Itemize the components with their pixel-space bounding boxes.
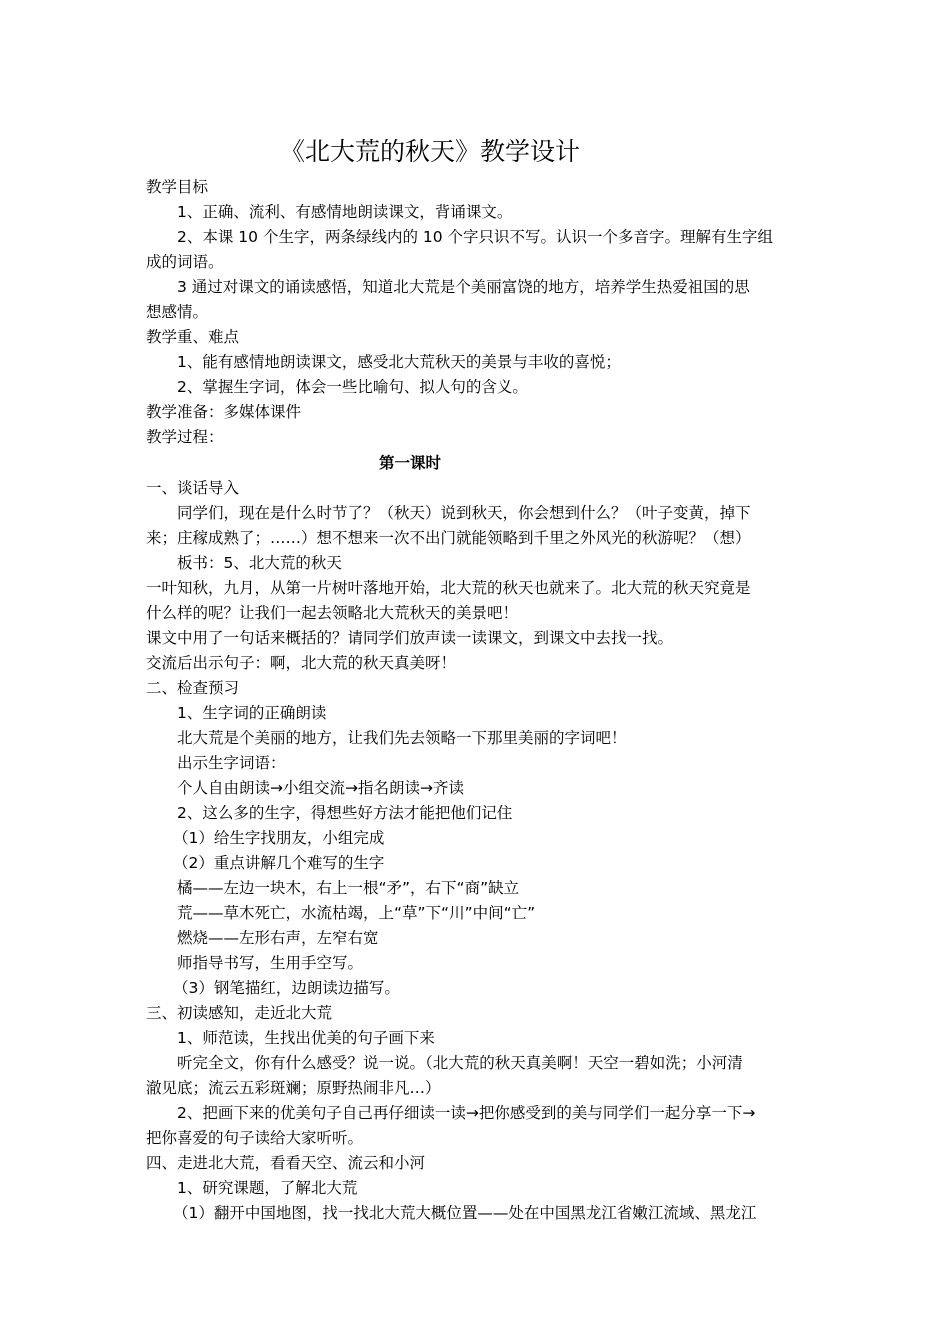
section-heading: 二、检查预习	[146, 679, 240, 697]
section-heading: 三、初读感知，走近北大荒	[146, 1004, 333, 1022]
paragraph-line: 2、本课 10 个生字，两条绿线内的 10 个字只识不写。认识一个多音字。理解有生字组	[177, 228, 774, 246]
paragraph-line: 师指导书写，生用手空写。	[177, 954, 364, 972]
paragraph-line: 出示生字词语：	[177, 754, 286, 772]
paragraph-line: 荒——草木死亡，水流枯竭，上“草”下“川”中间“亡”	[177, 904, 536, 922]
section-heading: 教学过程：	[146, 428, 224, 446]
paragraph-line: 交流后出示句子：啊，北大荒的秋天真美呀！	[146, 654, 457, 672]
section-heading: 四、走进北大荒，看看天空、流云和小河	[146, 1154, 426, 1172]
paragraph-line: 听完全文，你有什么感受？说一说。（北大荒的秋天真美啊！天空一碧如洗；小河清	[177, 1054, 743, 1072]
section-heading: 教学重、难点	[146, 328, 240, 346]
paragraph-line: 什么样的呢？让我们一起去领略北大荒秋天的美景吧！	[146, 604, 519, 622]
paragraph-line: 2、掌握生字词，体会一些比喻句、拟人句的含义。	[177, 378, 528, 396]
paragraph-line: 1、正确、流利、有感情地朗读课文，背诵课文。	[177, 203, 513, 221]
paragraph-line: 一叶知秋，九月，从第一片树叶落地开始，北大荒的秋天也就来了。北大荒的秋天究竟是	[146, 579, 751, 597]
paragraph-line: 想感情。	[146, 303, 209, 321]
paragraph-line: 2、把画下来的优美句子自己再仔细读一读→把你感受到的美与同学们一起分享一下→	[177, 1104, 756, 1122]
paragraph-line: （3）钢笔描红，边朗读边描写。	[173, 979, 400, 997]
paragraph-line: 燃烧——左形右声，左窄右宽	[177, 929, 379, 947]
paragraph-line: 同学们，现在是什么时节了？（秋天）说到秋天，你会想到什么？（叶子变黄，掉下	[177, 504, 751, 522]
paragraph-line: （2）重点讲解几个难写的生字	[173, 854, 385, 872]
lesson-heading: 第一课时	[378, 454, 441, 472]
paragraph-line: 2、这么多的生字，得想些好方法才能把他们记住	[177, 804, 513, 822]
paragraph-line: （1）给生字找朋友，小组完成	[173, 829, 385, 847]
section-heading: 教学目标	[146, 178, 209, 196]
section-heading: 教学准备：多媒体课件	[146, 403, 302, 421]
section-heading: 一、谈话导入	[146, 479, 240, 497]
paragraph-line: 澈见底；流云五彩斑斓；原野热闹非凡…）	[146, 1079, 441, 1097]
paragraph-line: （1）翻开中国地图，找一找北大荒大概位置——处在中国黑龙江省嫩江流域、黑龙江	[173, 1204, 757, 1222]
paragraph-line: 1、研究课题，了解北大荒	[177, 1179, 358, 1197]
paragraph-line: 橘——左边一块木，右上一根“矛”，右下“商”缺立	[177, 879, 520, 897]
paragraph-line: 把你喜爱的句子读给大家听听。	[146, 1129, 364, 1147]
document-title: 《北大荒的秋天》教学设计	[279, 137, 580, 166]
paragraph-line: 成的词语。	[146, 253, 224, 271]
paragraph-line: 课文中用了一句话来概括的？请同学们放声读一读课文，到课文中去找一找。	[146, 629, 674, 647]
paragraph-line: 3 通过对课文的诵读感悟，知道北大荒是个美丽富饶的地方，培养学生热爱祖国的思	[177, 278, 750, 296]
paragraph-line: 1、师范读，生找出优美的句子画下来	[177, 1029, 435, 1047]
paragraph-line: 北大荒是个美丽的地方，让我们先去领略一下那里美丽的字词吧！	[177, 729, 627, 747]
paragraph-line: 板书：5、北大荒的秋天	[177, 554, 342, 572]
paragraph-line: 来；庄稼成熟了；……）想不想来一次不出门就能领略到千里之外风光的秋游呢？（想）	[146, 529, 751, 547]
paragraph-line: 个人自由朗读→小组交流→指名朗读→齐读	[177, 779, 464, 797]
paragraph-line: 1、生字词的正确朗读	[177, 704, 327, 722]
paragraph-line: 1、能有感情地朗读课文，感受北大荒秋天的美景与丰收的喜悦；	[177, 353, 621, 371]
